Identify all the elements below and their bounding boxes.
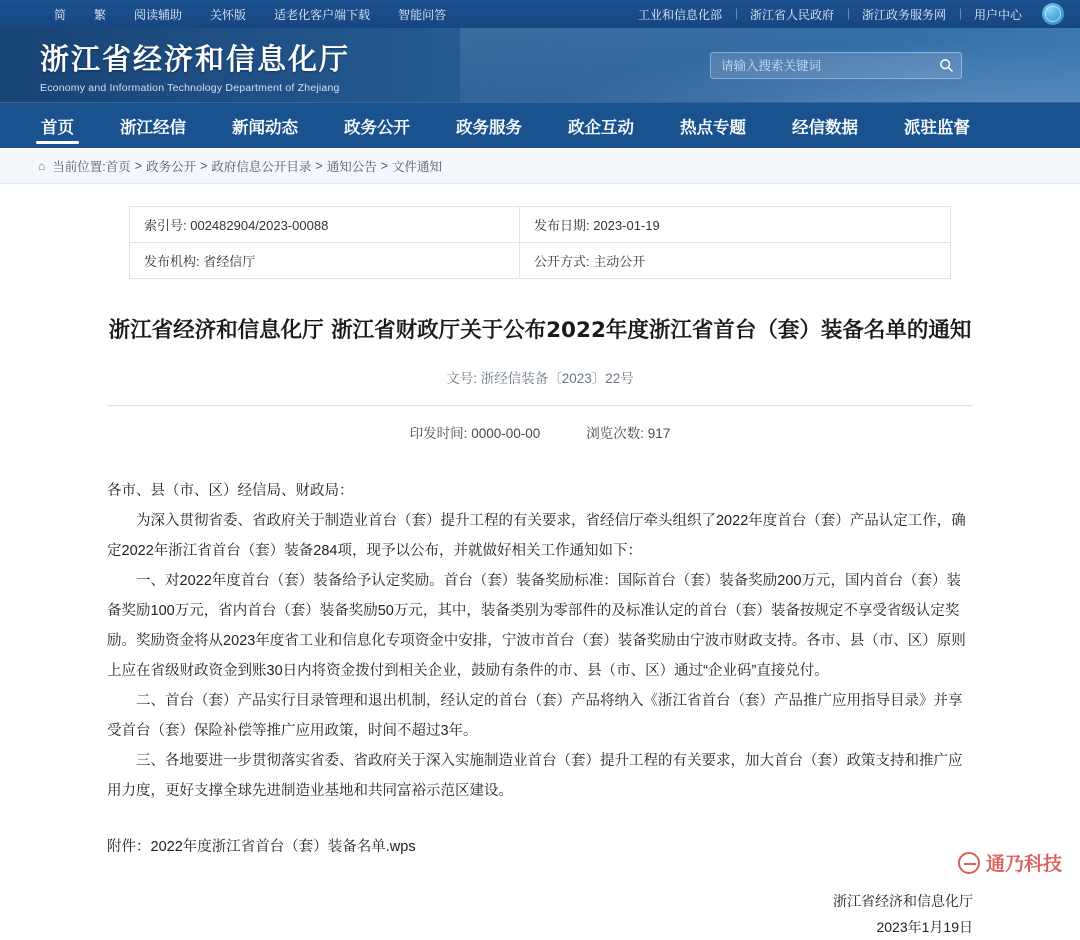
lang-simplified[interactable]: 简 xyxy=(54,7,67,22)
meta-index-number: 索引号: 002482904/2023-00088 xyxy=(130,207,520,243)
breadcrumb-item-home[interactable]: 首页 xyxy=(105,159,131,174)
attachment-link[interactable]: 附件：2022年度浙江省首台（套）装备名单.wps xyxy=(107,839,416,855)
breadcrumb-separator: > xyxy=(200,158,208,173)
breadcrumb-separator: > xyxy=(380,158,389,173)
nav-item-news[interactable]: 新闻动态 xyxy=(232,118,298,137)
link-zjzwfw[interactable]: 浙江政务服务网 xyxy=(848,6,960,23)
signature-org: 浙江省经济和信息化厅 xyxy=(833,893,973,909)
nav-item-supervision[interactable]: 派驻监督 xyxy=(904,118,970,137)
paragraph-item-2: 二、首台（套）产品实行目录管理和退出机制，经认定的首台（套）产品将纳入《浙江省首台（套）产品推广应用指导目录》并享受首台（套）保险补偿等推广应用政策，时间不超过3年。 xyxy=(107,693,963,739)
paragraph-item-1: 一、对2022年度首台（套）装备给予认定奖励。首台（套）装备奖励标准：国际首台（套）装备奖励200万元，国内首台（套）装备奖励100万元，省内首台（套）装备奖励50万元，其中，装备类别为零部件的及标准认定的首台（套）装备按规定不享受省级认定奖励。奖励资金将从2023年度省工业和信息化专项资金中安排，宁波市首台（套）装备奖励由宁波市财政支持。各市、县（市、区）原则上应在省级财政资金到账30日内将资金拨付到相关企业，鼓励有条件的市、县（市、区）通过“企业码”直接兑付。 xyxy=(107,573,966,679)
watermark-text: 通乃科技 xyxy=(985,853,1062,875)
site-banner xyxy=(0,28,1080,102)
breadcrumb-prefix: 当前位置: xyxy=(52,159,106,174)
breadcrumb-item-notices[interactable]: 通知公告 xyxy=(326,159,377,174)
paragraph-intro: 为深入贯彻省委、省政府关于制造业首台（套）提升工程的有关要求，省经信厅牵头组织了2022年度首台（套）产品认定工作，确定2022年浙江省首台（套）装备284项，现予以公布，并就做好相关工作通知如下： xyxy=(107,513,966,559)
document-body xyxy=(107,313,973,940)
meta-disclosure-type: 公开方式: 主动公开 xyxy=(520,243,951,279)
document-stats xyxy=(107,406,973,442)
signature-block xyxy=(107,888,973,940)
nav-item-data[interactable]: 经信数据 xyxy=(792,118,858,137)
nav-item-zhejiang-jingxin[interactable]: 浙江经信 xyxy=(120,118,186,137)
page-title: 浙江省经济和信息化厅 浙江省财政厅关于公布2022年度浙江省首台（套）装备名单的通知 xyxy=(108,318,972,343)
nav-item-home[interactable]: 首页 xyxy=(18,103,97,148)
meta-publish-date: 发布日期: 2023-01-19 xyxy=(520,207,951,243)
smart-qa[interactable]: 智能问答 xyxy=(398,7,447,22)
site-brand xyxy=(0,37,350,94)
signature-date: 2023年1月19日 xyxy=(876,919,973,935)
paragraph-salutation: 各市、县（市、区）经信局、财政局： xyxy=(107,483,354,499)
topbar-left-links xyxy=(0,6,460,23)
view-count-label: 浏览次数: xyxy=(586,426,645,441)
nav-item-gov-enterprise[interactable]: 政企互动 xyxy=(568,118,634,137)
link-miit[interactable]: 工业和信息化部 xyxy=(637,7,722,22)
breadcrumb-item-disclosure[interactable]: 政务公开 xyxy=(146,159,197,174)
table-row xyxy=(130,243,951,279)
link-user-center[interactable]: 用户中心 xyxy=(960,6,1036,23)
nav-item-gov-service[interactable]: 政务服务 xyxy=(456,118,522,137)
lang-traditional[interactable]: 繁 xyxy=(94,7,107,22)
search-input[interactable] xyxy=(711,59,931,73)
home-icon: ⌂ xyxy=(38,158,46,173)
view-count xyxy=(586,422,670,442)
print-time-label: 印发时间: xyxy=(409,426,468,441)
print-time xyxy=(410,422,541,442)
reading-assist[interactable]: 阅读辅助 xyxy=(134,7,183,22)
search-box[interactable] xyxy=(710,52,962,79)
watermark xyxy=(958,849,1062,876)
link-zj-gov[interactable]: 浙江省人民政府 xyxy=(736,6,848,23)
site-title-en: Economy and Information Technology Department of Zhejiang xyxy=(40,81,340,94)
globe-icon[interactable] xyxy=(1042,3,1064,25)
site-title-cn: 浙江省经济和信息化厅 xyxy=(40,41,351,76)
breadcrumb-item-file-notice[interactable]: 文件通知 xyxy=(392,159,443,174)
table-row xyxy=(130,207,951,243)
elderly-client-download[interactable]: 适老化客户端下载 xyxy=(274,7,371,22)
view-count-value: 917 xyxy=(647,426,671,441)
search-icon[interactable] xyxy=(931,58,961,73)
breadcrumb-item-catalog[interactable]: 政府信息公开目录 xyxy=(211,159,312,174)
document-number: 文号: 浙经信装备〔2023〕22号 xyxy=(446,371,634,386)
breadcrumb-separator: > xyxy=(134,158,143,173)
document-wrapper xyxy=(0,184,1080,940)
top-utility-bar xyxy=(0,0,1080,28)
paragraph-item-3: 三、各地要进一步贯彻落实省委、省政府关于深入实施制造业首台（套）提升工程的有关要求，加大首台（套）政策支持和推广应用力度，更好支撑全球先进制造业基地和共同富裕示范区建设。 xyxy=(107,753,963,799)
nav-item-hot-topics[interactable]: 热点专题 xyxy=(680,118,746,137)
circle-logo-icon xyxy=(958,852,980,874)
breadcrumb-separator: > xyxy=(315,158,323,173)
meta-publish-org: 发布机构: 省经信厅 xyxy=(130,243,520,279)
nav-item-gov-disclosure[interactable]: 政务公开 xyxy=(344,118,410,137)
document-content xyxy=(107,476,973,940)
metadata-table xyxy=(129,206,951,279)
topbar-right-links xyxy=(624,3,1064,25)
main-nav xyxy=(0,102,1080,148)
care-version[interactable]: 关怀版 xyxy=(210,7,247,22)
print-time-value: 0000-00-00 xyxy=(471,426,541,441)
breadcrumb xyxy=(0,148,1080,184)
